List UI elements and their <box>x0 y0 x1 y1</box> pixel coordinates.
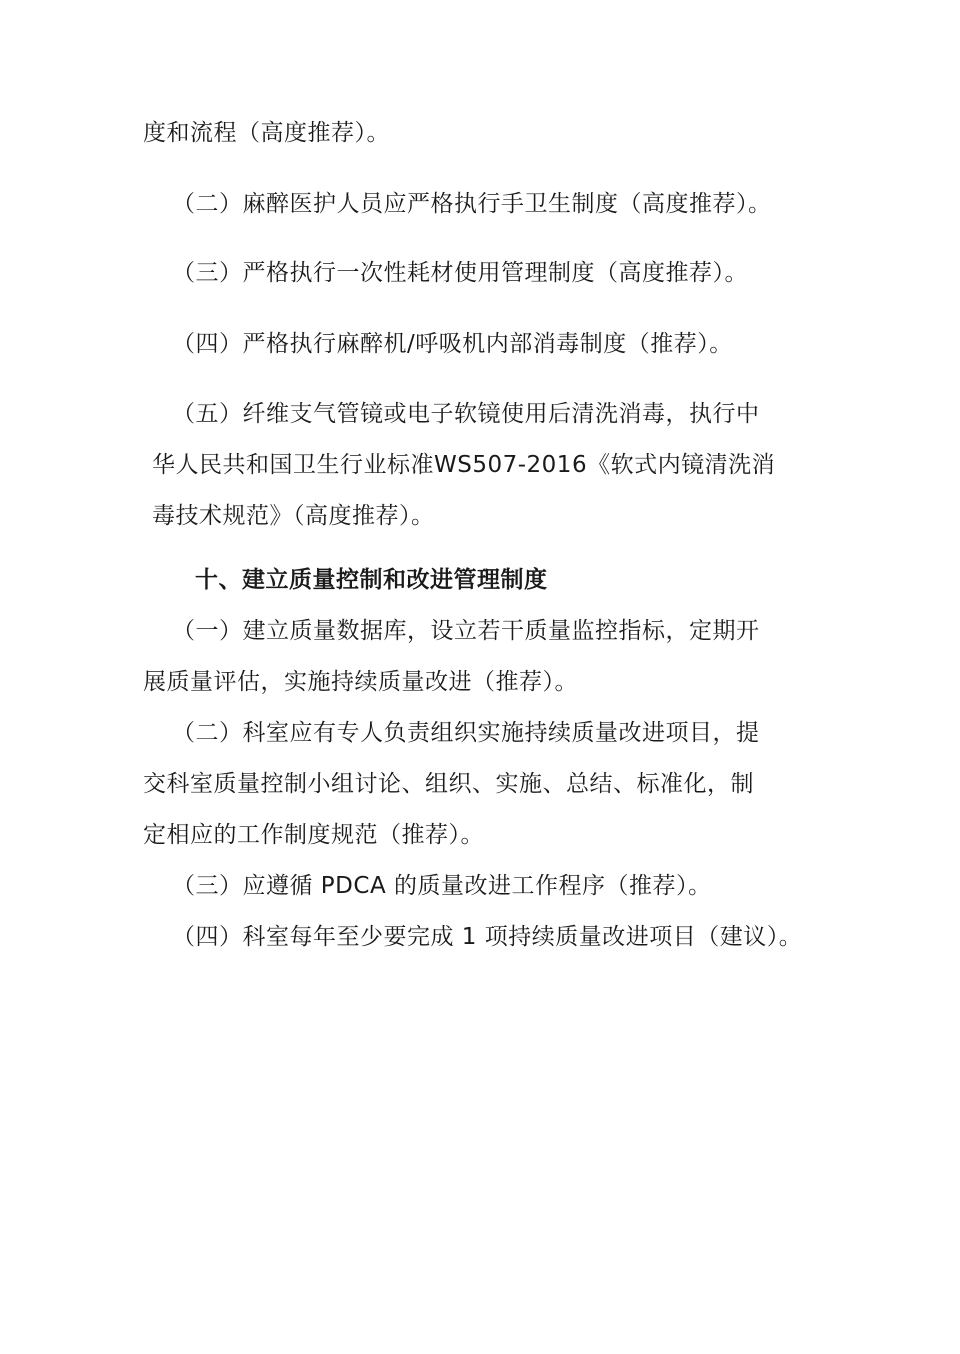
paragraph-line: 毒技术规范》（高度推荐）。 <box>152 503 435 529</box>
paragraph-line: 交科室质量控制小组讨论、组织、实施、总结、标准化，制 <box>143 771 754 797</box>
paragraph-line: （三）严格执行一次性耗材使用管理制度（高度推荐）。 <box>172 260 748 286</box>
paragraph-line: 展质量评估，实施持续质量改进（推荐）。 <box>143 669 578 695</box>
paragraph-line: （一）建立质量数据库，设立若干质量监控指标，定期开 <box>172 618 760 644</box>
paragraph-line: （二）科室应有专人负责组织实施持续质量改进项目，提 <box>172 720 760 746</box>
paragraph-line: （五）纤维支气管镜或电子软镜使用后清洗消毒，执行中 <box>172 401 760 427</box>
paragraph-line: （三）应遵循 PDCA 的质量改进工作程序（推荐）。 <box>172 873 712 899</box>
section-heading: 十、建立质量控制和改进管理制度 <box>195 567 548 593</box>
paragraph-line: 华人民共和国卫生行业标准WS507-2016《软式内镜清洗消 <box>152 452 776 478</box>
paragraph-line: 度和流程（高度推荐）。 <box>143 120 390 146</box>
paragraph-line: （四）科室每年至少要完成 1 项持续质量改进项目（建议）。 <box>172 924 803 950</box>
paragraph-line: （二）麻醉医护人员应严格执行手卫生制度（高度推荐）。 <box>172 191 772 217</box>
paragraph-line: （四）严格执行麻醉机/呼吸机内部消毒制度（推荐）。 <box>172 331 733 357</box>
paragraph-line: 定相应的工作制度规范（推荐）。 <box>143 822 484 848</box>
